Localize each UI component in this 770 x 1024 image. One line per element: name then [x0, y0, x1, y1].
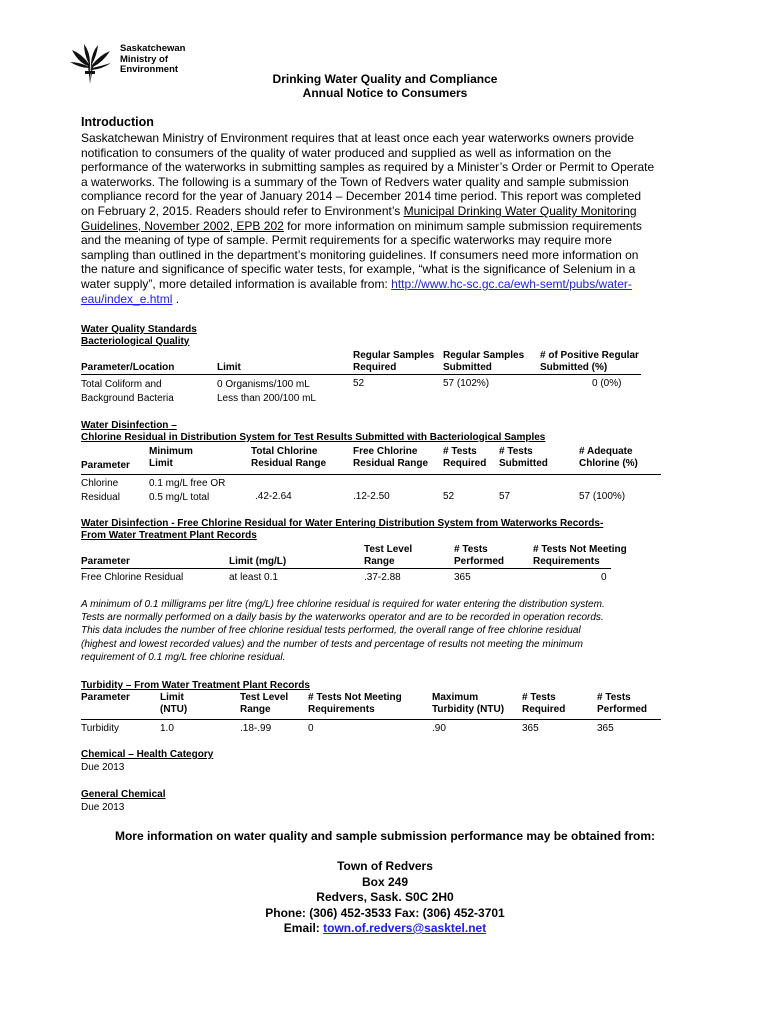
hc-url-link[interactable]: http://www.hc-sc.gc.ca/ewh-semt/pubs/water- — [391, 276, 632, 291]
bact-col-positive: # of Positive Regular Submitted (%) — [540, 350, 639, 373]
turb-row-max: .90 — [432, 723, 446, 734]
turb-row-required: 365 — [522, 723, 539, 734]
fc-row-performed: 365 — [454, 572, 471, 583]
divider — [81, 474, 661, 475]
dis-col-limit: Minimum Limit — [149, 446, 193, 469]
fc-note: A minimum of 0.1 milligrams per litre (mg/L) free chlorine residual is required for water entering the distribution system. Tests are normally performed on a daily basis by the waterworks operator and are to be recorded in operation records. This data includes the number of free chlorine residual tests performed, the overall range of free chlorine residual (highest and lowest recorded values) and the number of tests and percentage of results not meeting the minimum requirement of 0.1 mg/L free chlorine residual. — [81, 599, 605, 663]
dis-col-total: Total Chlorine Residual Range — [251, 446, 327, 469]
contact-lead: More information on water quality and sample submission performance may be obtained from: — [114, 829, 656, 843]
contact-phone: Phone: (306) 452-3533 Fax: (306) 452-3701 — [265, 905, 505, 920]
fc-col-param: Parameter — [81, 556, 130, 567]
turbidity-heading: Turbidity – From Water Treatment Plant Records — [81, 680, 310, 691]
guidelines-link[interactable]: Municipal Drinking Water Quality Monitoring — [403, 203, 637, 218]
turb-row-performed: 365 — [597, 723, 614, 734]
fc-row-param: Free Chlorine Residual — [81, 572, 184, 583]
fc-col-notmeet: # Tests Not Meeting Requirements — [533, 544, 627, 567]
guidelines-link-cont[interactable]: Guidelines, November 2002, EPB 202 — [81, 218, 284, 233]
turb-row-notmeet: 0 — [308, 723, 314, 734]
dis-col-free: Free Chlorine Residual Range — [353, 446, 429, 469]
email-link[interactable]: town.of.redvers@sasktel.net — [323, 921, 487, 935]
intro-heading: Introduction — [81, 115, 154, 129]
turb-col-required: # Tests Required — [522, 692, 566, 715]
turb-col-notmeet: # Tests Not Meeting Requirements — [308, 692, 402, 715]
dis-col-adequate: # Adequate Chlorine (%) — [579, 446, 638, 469]
general-chemical-value: Due 2013 — [81, 802, 125, 813]
bact-row-param: Total Coliform and Background Bacteria — [81, 379, 174, 404]
divider — [81, 719, 661, 720]
contact-name: Town of Redvers — [337, 859, 433, 873]
bact-row-required: 52 — [353, 378, 365, 389]
bact-row-positive: 0 (0%) — [592, 378, 622, 389]
contact-city: Redvers, Sask. S0C 2H0 — [316, 890, 454, 904]
divider — [81, 374, 641, 375]
bact-row-limit: 0 Organisms/100 mL Less than 200/100 mL — [217, 379, 316, 404]
fc-row-range: .37-2.88 — [364, 572, 401, 583]
turb-col-limit: Limit (NTU) — [160, 692, 188, 715]
free-chlorine-heading: Water Disinfection - Free Chlorine Residual for Water Entering Distribution System from Waterworks Records- From Water Treatment Plant Records — [81, 518, 604, 541]
fc-col-performed: # Tests Performed — [454, 544, 505, 567]
bact-col-submitted: Regular Samples Submitted — [443, 350, 525, 373]
dis-col-param: Parameter — [81, 460, 130, 471]
general-chemical-heading: General Chemical — [81, 789, 166, 800]
fc-col-limit: Limit (mg/L) — [229, 556, 287, 567]
wqs-heading: Water Quality Standards Bacteriological Quality — [81, 324, 197, 347]
intro-paragraph: Saskatchewan Ministry of Environment requires that at least once each year waterworks owners provide notification to consumers of the quality of water produced and supplied as well as information on the performance of the waterworks in submitting samples as required by a Minister’s Order or Permit to Operate a waterworks. The following is a summary of the Town of Redvers water quality and sample submission compliance record for the year of January 2014 – December 2014 time period. This report was completed on February 2, 2015. Readers should refer to Environment’s Municipal Drinking Water Quality Monitoring Guidelines, November 2002, EPB 202 for more information on minimum sample submission requirements and the meaning of type of sample. Permit requirements for a specific waterworks may require more sampling than outlined in the department’s monitoring guidelines. If consumers need more information on the nature and significance of specific water tests, for example, “what is the significance of Selenium in a water supply”, more detailed information is available from: http://www.hc-sc.gc.ca/ewh-semt/pubs/water- eau/index_e.html . — [81, 131, 655, 306]
turb-row-limit: 1.0 — [160, 723, 174, 734]
turb-col-range: Test Level Range — [240, 692, 289, 715]
fc-row-limit: at least 0.1 — [229, 572, 278, 583]
dis-row-submitted: 57 — [499, 491, 511, 502]
contact-block: Town of Redvers Box 249 Redvers, Sask. S0C 2H0 Phone: (306) 452-3533 Fax: (306) 452-3701 Email: town.of.redvers@sasktel.net — [0, 859, 770, 937]
disinfection-heading: Water Disinfection – Chlorine Residual in Distribution System for Test Results Submitted with Bacteriological Samples — [81, 420, 546, 443]
bact-row-submitted: 57 (102%) — [443, 378, 490, 389]
page-title: Drinking Water Quality and Compliance Annual Notice to Consumers — [272, 72, 498, 100]
fc-row-notmeet: 0 — [601, 572, 607, 583]
chemical-health-heading: Chemical – Health Category — [81, 749, 214, 760]
bact-col-param: Parameter/Location — [81, 362, 175, 373]
divider — [81, 568, 611, 569]
dis-row-required: 52 — [443, 491, 455, 502]
turb-row-param: Turbidity — [81, 723, 119, 734]
turb-col-param: Parameter — [81, 692, 130, 703]
contact-box: Box 249 — [361, 874, 409, 889]
org-name: Saskatchewan Ministry of Environment — [120, 43, 186, 75]
turb-col-max: Maximum Turbidity (NTU) — [432, 692, 505, 715]
dis-row-free: .12-2.50 — [353, 491, 390, 502]
hc-url-link-cont[interactable]: eau/index_e.html — [81, 291, 173, 306]
bact-col-required: Regular Samples Required — [353, 350, 435, 373]
turb-row-range: .18-.99 — [240, 723, 272, 734]
turb-col-performed: # Tests Performed — [597, 692, 648, 715]
chemical-health-value: Due 2013 — [81, 762, 125, 773]
dis-row-param: Chlorine Residual — [81, 478, 120, 503]
dis-col-submitted: # Tests Submitted — [499, 446, 548, 469]
dis-row-limit: 0.1 mg/L free OR 0.5 mg/L total — [149, 478, 226, 503]
bact-col-limit: Limit — [217, 362, 241, 373]
dis-row-total: .42-2.64 — [255, 491, 292, 502]
dis-row-adequate: 57 (100%) — [579, 491, 626, 502]
dis-col-required: # Tests Required — [443, 446, 487, 469]
fc-col-range: Test Level Range — [364, 544, 413, 567]
